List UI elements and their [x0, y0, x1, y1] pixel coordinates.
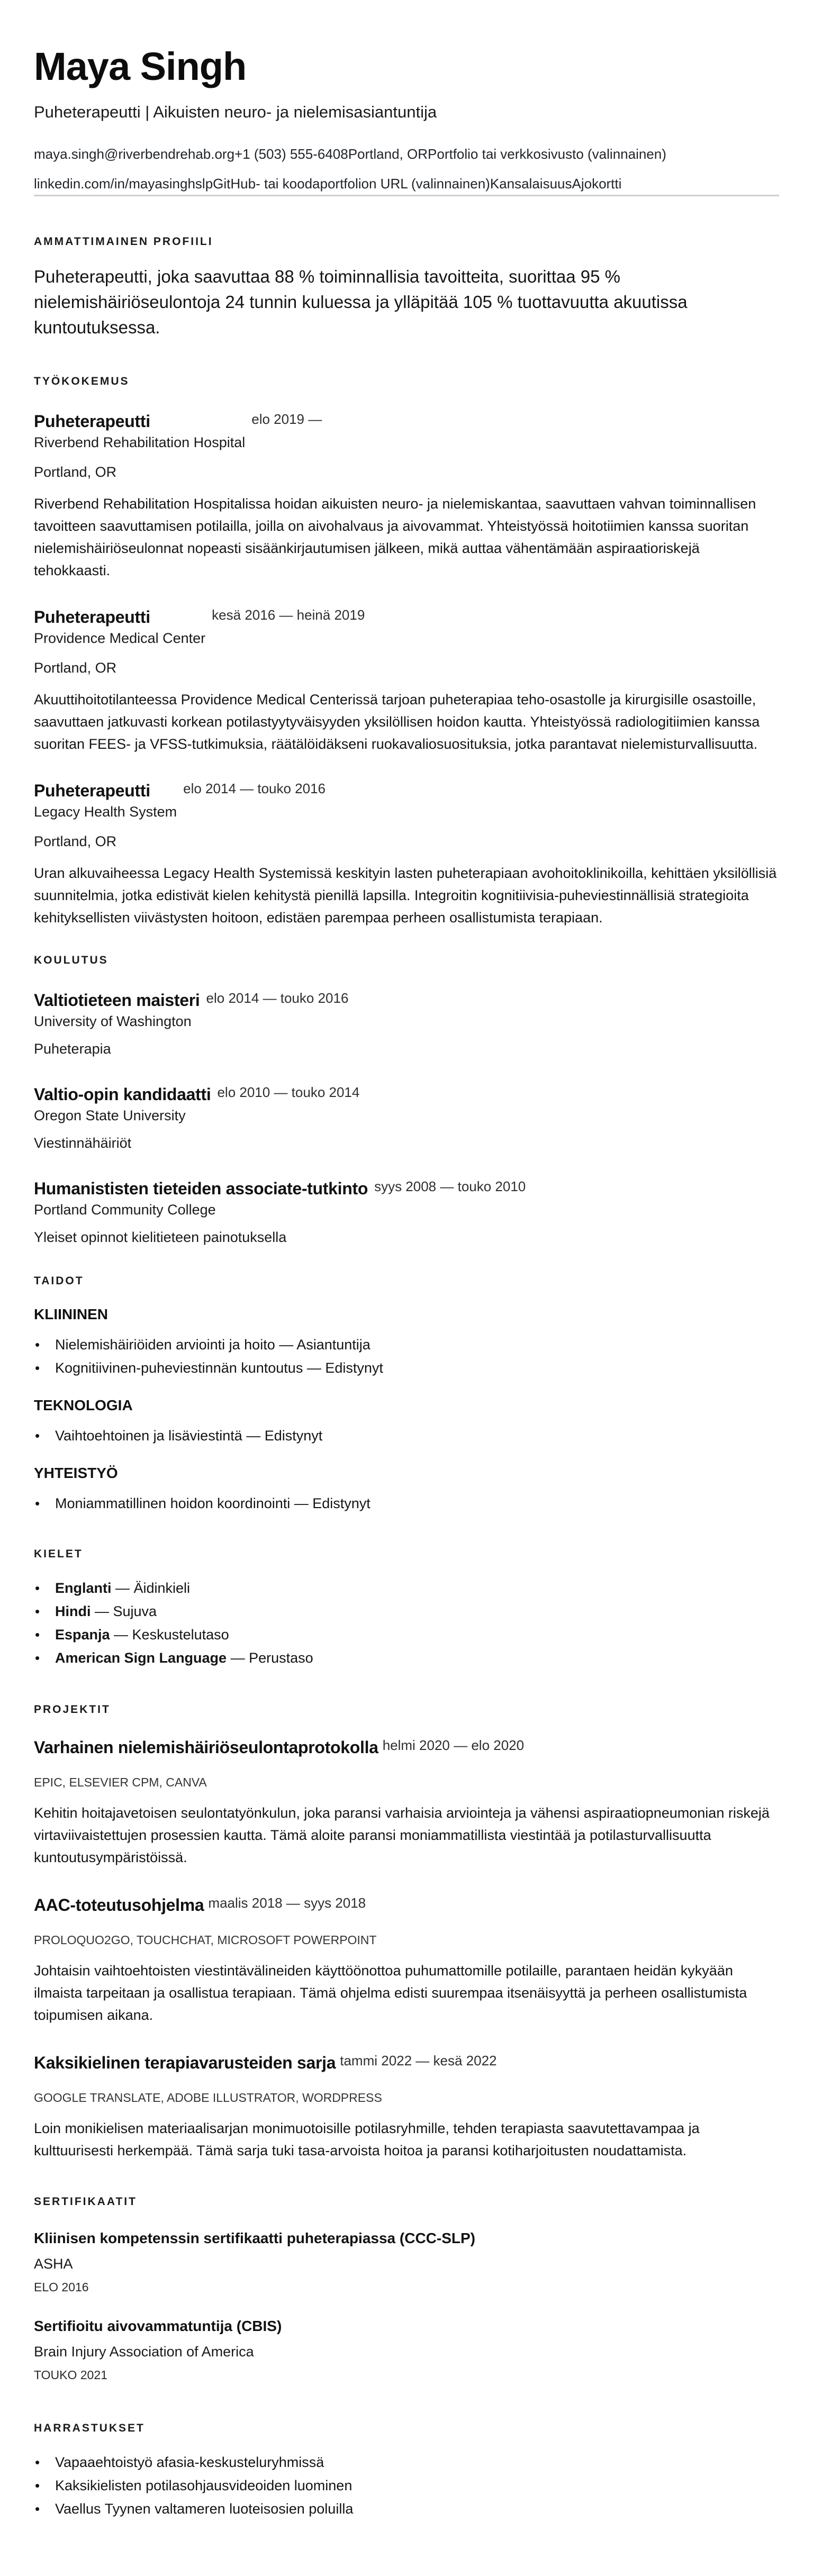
experience-role: Puheterapeutti [34, 607, 150, 627]
skill-group-title: YHTEISTYÖ [34, 1465, 118, 1481]
experience-date: kesä 2016 — heinä 2019 [212, 607, 365, 623]
experience-item-main [34, 410, 245, 452]
certification-date: TOUKO 2021 [34, 2368, 107, 2382]
section-title-skills: TAIDOT [34, 1275, 84, 1287]
certification-issuer: Brain Injury Association of America [34, 2344, 254, 2360]
contact-portfolio[interactable]: Portfolio tai verkkosivusto (valinnainen) [428, 146, 666, 162]
education-item-main [34, 989, 200, 1031]
language-item [55, 1600, 779, 1623]
project-tech: EPIC, ELSEVIER CPM, CANVA [34, 1775, 207, 1789]
language-level: — Perustaso [227, 1650, 313, 1666]
education-field: Yleiset opinnot kielitieteen painotuksella [34, 1229, 287, 1245]
experience-item-header [34, 410, 779, 452]
interest-list [34, 2451, 779, 2520]
experience-date: elo 2019 — [251, 411, 322, 427]
project-description: Loin monikielisen materiaalisarjan monimuotoisille potilasryhmille, tehden terapiasta saavutettavampaa ja kulttuurisesti herkempää. Tämä sarja tuki tasa-arvoista hoitoa ja paransi kotiharjoitusten noudattamista. [34, 2120, 700, 2158]
project-item [34, 1736, 779, 1868]
interests-section [34, 2421, 779, 2520]
experience-item-main [34, 606, 205, 648]
certification-name: Kliinisen kompetenssin sertifikaatti puheterapiassa (CCC-SLP) [34, 2230, 475, 2246]
language-item [55, 1576, 779, 1600]
experience-location: Portland, OR [34, 464, 117, 480]
contact-line-secondary [34, 175, 779, 193]
education-date: elo 2014 — touko 2016 [206, 990, 349, 1006]
project-description: Johtaisin vaihtoehtoisten viestintävälineiden käyttöönottoa puhumattomille potilaille, parantaen heidän kykyään ilmaista tarpeitaan ja osallistua terapiaan. Tämä ohjelma edisti suurempaa itsenäisyyttä ja perheen osallistumista toipumisen aikana. [34, 1963, 747, 2023]
education-school: University of Washington [34, 1013, 192, 1029]
experience-item [34, 779, 779, 929]
education-section [34, 953, 779, 1247]
certification-item [34, 2228, 779, 2295]
education-degree: Valtiotieteen maisteri [34, 991, 200, 1010]
candidate-headline: Puheterapeutti | Aikuisten neuro- ja nielemisasiantuntija [34, 103, 437, 121]
project-item-header [34, 1736, 779, 1758]
experience-org: Legacy Health System [34, 804, 177, 820]
section-title-projects: PROJEKTIT [34, 1703, 111, 1716]
languages-section [34, 1547, 779, 1670]
project-date: maalis 2018 — syys 2018 [208, 1895, 366, 1911]
education-item-main [34, 1083, 211, 1126]
projects-section [34, 1702, 779, 2162]
contact-email[interactable]: maya.singh@riverbendrehab.org [34, 146, 235, 162]
contact-phone[interactable]: +1 (503) 555-6408 [234, 146, 348, 162]
certification-item [34, 2316, 779, 2383]
language-name: American Sign Language [55, 1650, 227, 1666]
skill-group-title: KLIININEN [34, 1306, 108, 1322]
contact-drivers-license: Ajokortti [572, 176, 622, 192]
section-title-profile: AMMATTIMAINEN PROFIILI [34, 235, 213, 248]
project-date: helmi 2020 — elo 2020 [382, 1737, 525, 1753]
skill-item: • Moniammatillinen hoidon koordinointi — Edistynyt [55, 1492, 779, 1515]
project-tech: PROLOQUO2GO, TOUCHCHAT, MICROSOFT POWERPOINT [34, 1933, 377, 1947]
skill-group [34, 1395, 779, 1447]
skill-item: • Nielemishäiriöiden arviointi ja hoito — Asiantuntija [55, 1333, 779, 1356]
interest-item: • Kaksikielisten potilasohjausvideoiden luominen [55, 2474, 779, 2497]
project-description: Kehitin hoitajavetoisen seulontatyönkulun, joka paransi varhaisia arviointeja ja vähensi aspiraatiopneumonian riskejä virtaviivaistettujen prosessien kautta. Tämä aloite paransi moniammatillista viestintää ja potilasturvallisuutta kuntoutusympäristöissä. [34, 1805, 770, 1865]
language-level: — Sujuva [91, 1603, 157, 1619]
experience-description: Uran alkuvaiheessa Legacy Health Systemissä keskityin lasten puheterapiaan avohoitoklinikoilla, kehittäen yksilöllisiä suunnitelmia, jotka edistivät kielen kehitystä pienillä lapsilla. Integroitin kognitiivisia-puheviestinnällisiä strategioita kehityksellisten viivästysten hoitoon, edistäen parempaa perheen osallistumista terapiaan. [34, 865, 777, 926]
education-item-header [34, 989, 779, 1031]
experience-section [34, 374, 779, 929]
certification-issuer: ASHA [34, 2256, 73, 2272]
contact-line-primary [34, 145, 779, 163]
education-item-main [34, 1177, 368, 1220]
project-tech: GOOGLE TRANSLATE, ADOBE ILLUSTRATOR, WORDPRESS [34, 2091, 382, 2105]
contact-location: Portland, OR [348, 146, 428, 162]
profile-section [34, 234, 779, 340]
language-name: Englanti [55, 1580, 112, 1596]
education-item [34, 989, 779, 1059]
education-degree: Valtio-opin kandidaatti [34, 1085, 211, 1104]
section-title-interests: HARRASTUKSET [34, 2422, 145, 2434]
section-title-experience: TYÖKOKEMUS [34, 375, 130, 387]
experience-item [34, 606, 779, 755]
contact-github[interactable]: GitHub- tai koodaportfolion URL (valinnainen) [213, 176, 490, 192]
skill-group [34, 1304, 779, 1380]
language-list [34, 1576, 779, 1670]
section-title-languages: KIELET [34, 1548, 83, 1560]
experience-date: elo 2014 — touko 2016 [183, 781, 326, 796]
language-level: — Äidinkieli [111, 1580, 191, 1596]
section-title-certifications: SERTIFIKAATIT [34, 2196, 137, 2208]
project-date: tammi 2022 — kesä 2022 [340, 2053, 497, 2069]
experience-role: Puheterapeutti [34, 781, 150, 800]
interest-item: • Vaellus Tyynen valtameren luoteisosien poluilla [55, 2497, 779, 2520]
contact-citizenship: Kansalaisuus [490, 176, 572, 192]
project-item-header [34, 1894, 779, 1916]
certifications-section [34, 2194, 779, 2383]
language-item [55, 1646, 779, 1670]
contact-linkedin[interactable]: linkedin.com/in/mayasinghslp [34, 176, 213, 192]
education-date: elo 2010 — touko 2014 [217, 1084, 360, 1100]
experience-org: Providence Medical Center [34, 630, 206, 646]
certification-name: Sertifioitu aivovammatuntija (CBIS) [34, 2318, 282, 2334]
skill-group [34, 1463, 779, 1515]
certification-date: ELO 2016 [34, 2280, 89, 2294]
experience-item-main [34, 779, 177, 822]
education-item [34, 1177, 779, 1247]
interest-item: • Vapaaehtoistyö afasia-keskusteluryhmissä [55, 2451, 779, 2474]
header-divider [34, 195, 779, 196]
project-item [34, 2052, 779, 2162]
project-item [34, 1894, 779, 2026]
skill-item: • Kognitiivinen-puheviestinnän kuntoutus — Edistynyt [55, 1356, 779, 1380]
education-date: syys 2008 — touko 2010 [374, 1178, 526, 1194]
education-degree: Humanististen tieteiden associate-tutkinto [34, 1179, 368, 1198]
skill-list [34, 1424, 779, 1447]
experience-location: Portland, OR [34, 833, 117, 849]
project-name: Varhainen nielemishäiriöseulontaprotokolla [34, 1738, 378, 1757]
skill-group-title: TEKNOLOGIA [34, 1397, 133, 1413]
skill-item: • Vaihtoehtoinen ja lisäviestintä — Edistynyt [55, 1424, 779, 1447]
education-field: Puheterapia [34, 1041, 111, 1057]
education-item-header [34, 1177, 779, 1220]
resume-header [34, 41, 779, 196]
experience-item-header [34, 779, 779, 822]
education-school: Portland Community College [34, 1202, 216, 1218]
education-field: Viestinnähäiriöt [34, 1135, 132, 1151]
language-level: — Keskustelutaso [110, 1627, 229, 1643]
education-item-header [34, 1083, 779, 1126]
experience-description: Riverbend Rehabilitation Hospitalissa hoidan aikuisten neuro- ja nielemiskantaa, saavuttaen vahvan toiminnallisen tavoitteen saavuttamisen potilailla, joilla on aivohalvaus ja aivovammat. Yhteistyössä hoitotiimien kanssa suoritan nielemishäiriöseulonnat nopeasti sisäänkirjautumisen jälkeen, mikä auttaa vähentämään aspiraatioriskejä tehokkaasti. [34, 496, 756, 578]
experience-description: Akuuttihoitotilanteessa Providence Medical Centerissä tarjoan puheterapiaa teho-osastolle ja kirurgisille osastoille, saavuttaen jatkuvasti korkean potilastyytyväisyyden yksilöllisen hoidon kautta. Yhteistyössä radiologitiimien kanssa suoritan FEES- ja VFSS-tutkimuksia, räätälöidäkseni ruokavaliosuosituksia, jotka parantavat nielemisturvallisuutta. [34, 692, 760, 752]
language-item [55, 1623, 779, 1646]
experience-location: Portland, OR [34, 660, 117, 676]
skill-list [34, 1333, 779, 1380]
language-name: Hindi [55, 1603, 91, 1619]
experience-org: Riverbend Rehabilitation Hospital [34, 434, 246, 450]
section-title-education: KOULUTUS [34, 954, 109, 966]
language-name: Espanja [55, 1627, 110, 1643]
candidate-name: Maya Singh [34, 44, 247, 88]
experience-item-header [34, 606, 779, 648]
education-item [34, 1083, 779, 1153]
project-name: AAC-toteutusohjelma [34, 1895, 204, 1915]
project-name: Kaksikielinen terapiavarusteiden sarja [34, 2053, 336, 2072]
profile-summary: Puheterapeutti, joka saavuttaa 88 % toiminnallisia tavoitteita, suorittaa 95 % nielemishäiriöseulontoja 24 tunnin kuluessa ja ylläpitää 105 % tuottavuutta akuutissa kuntoutuksessa. [34, 267, 688, 337]
skills-section [34, 1274, 779, 1515]
education-school: Oregon State University [34, 1108, 186, 1123]
skill-list [34, 1492, 779, 1515]
experience-item [34, 410, 779, 582]
project-item-header [34, 2052, 779, 2074]
experience-role: Puheterapeutti [34, 412, 150, 431]
